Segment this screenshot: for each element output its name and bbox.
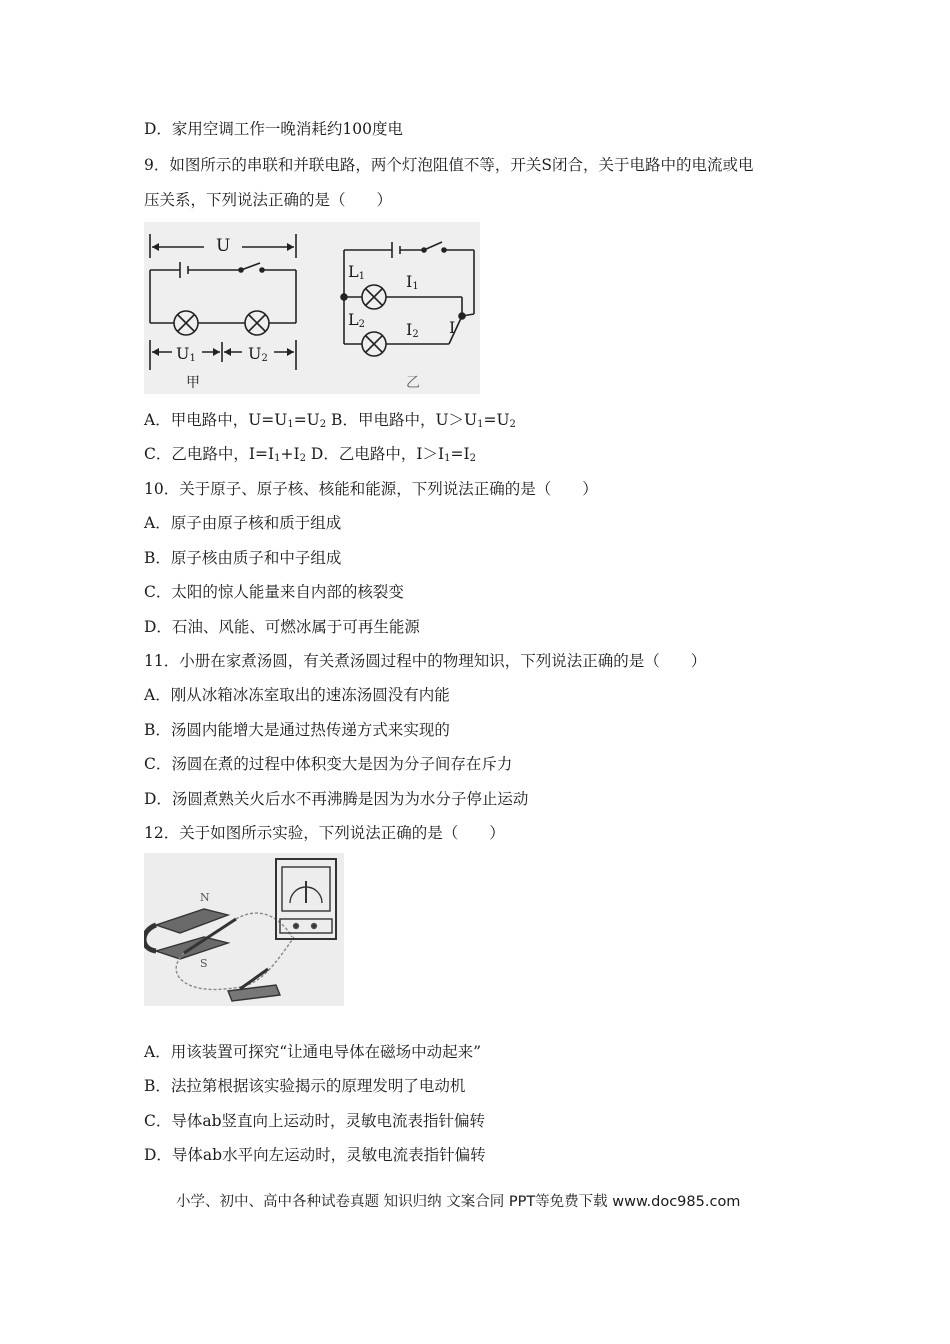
q11-option-d: D．汤圆煮熟关火后水不再沸腾是因为为水分子停止运动: [144, 790, 529, 808]
label-i2: $I_2$: [406, 320, 419, 340]
label-u1: $U_1$: [176, 344, 196, 364]
galvanometer: [276, 859, 336, 939]
caption-yi: 乙: [406, 375, 420, 391]
q12-option-c: C．导体ab竖直向上运动时，灵敏电流表指针偏转: [144, 1112, 486, 1130]
q10-option-c: C．太阳的惊人能量来自内部的核裂变: [144, 583, 404, 601]
q9-stem-line1: 9．如图所示的串联和并联电路，两个灯泡阻值不等，开关S闭合，关于电路中的电流或电: [144, 156, 754, 174]
q11-option-c: C．汤圆在煮的过程中体积变大是因为分子间存在斥力: [144, 755, 513, 773]
q8-option-d: D．家用空调工作一晚消耗约100度电: [144, 120, 404, 138]
q9-circuit-figure: [144, 222, 480, 394]
q9-stem-line2: 压关系，下列说法正确的是（ ）: [144, 191, 393, 209]
label-u: U: [216, 236, 231, 256]
q10-option-b: B．原子核由质子和中子组成: [144, 549, 342, 567]
q11-option-a: A．刚从冰箱冰冻室取出的速冻汤圆没有内能: [144, 686, 450, 704]
q10-option-d: D．石油、风能、可燃冰属于可再生能源: [144, 618, 420, 636]
knife-switch: [228, 969, 280, 1001]
label-u2: $U_2$: [248, 344, 268, 364]
page-footer: 小学、初中、高中各种试卷真题 知识归纳 文案合同 PPT等免费下载 www.doc985.com: [176, 1194, 741, 1210]
q12-option-b: B．法拉第根据该实验揭示的原理发明了电动机: [144, 1077, 466, 1095]
q10-stem: 10．关于原子、原子核、核能和能源，下列说法正确的是（ ）: [144, 480, 598, 498]
label-n: N: [200, 891, 210, 904]
q9-options-ab: A．甲电路中，$U=U_1=U_2$ B．甲电路中，$U>U_1=U_2$: [144, 411, 516, 430]
caption-jia: 甲: [186, 375, 200, 391]
label-l2: $L_2$: [348, 310, 365, 330]
label-l1: $L_1$: [348, 262, 365, 282]
q11-stem: 11．小册在家煮汤圆，有关煮汤圆过程中的物理知识，下列说法正确的是（ ）: [144, 652, 707, 670]
q12-experiment-figure: [144, 853, 344, 1006]
q12-stem: 12．关于如图所示实验，下列说法正确的是（ ）: [144, 824, 505, 842]
label-i1: $I_1$: [406, 272, 419, 292]
q9-options-cd: C．乙电路中，$I=I_1+I_2$ D．乙电路中，$I>I_1=I_2$: [144, 445, 476, 464]
q10-option-a: A．原子由原子核和质于组成: [144, 514, 342, 532]
label-s: S: [200, 957, 208, 970]
q12-option-d: D．导体ab水平向左运动时，灵敏电流表指针偏转: [144, 1146, 486, 1164]
label-i: I: [449, 318, 456, 337]
q11-option-b: B．汤圆内能增大是通过热传递方式来实现的: [144, 721, 450, 739]
q12-option-a: A．用该装置可探究“让通电导体在磁场中动起来”: [144, 1043, 482, 1061]
